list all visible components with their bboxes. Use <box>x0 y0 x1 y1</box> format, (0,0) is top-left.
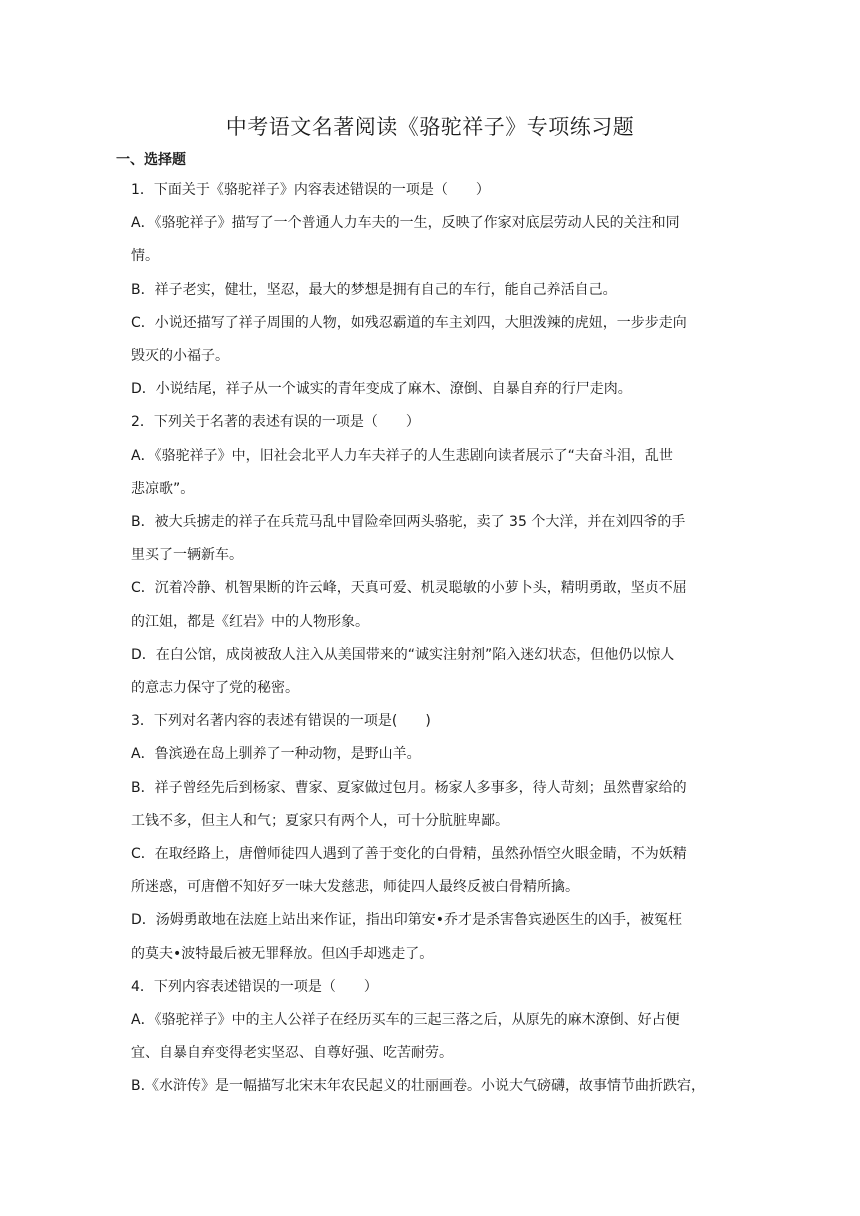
question-stem: 2．下列关于名著的表述有误的一项是（ ） <box>131 414 420 431</box>
option-line: C．小说还描写了祥子周围的人物，如残忍霸道的车主刘四，大胆泼辣的虎妞，一步步走向 <box>131 314 687 331</box>
option-line: D．汤姆勇敢地在法庭上站出来作证，指出印第安•乔才是杀害鲁宾逊医生的凶手，被冤枉 <box>131 912 683 929</box>
option-line: C．在取经路上，唐僧师徒四人遇到了善于变化的白骨精，虽然孙悟空火眼金睛，不为妖精 <box>131 846 687 862</box>
option-continuation: 悲凉歌”。 <box>131 480 195 497</box>
option-continuation: 工钱不多，但主人和气；夏家只有两个人，可十分肮脏卑鄙。 <box>131 812 509 829</box>
question-stem: 4．下列内容表述错误的一项是（ ） <box>131 978 378 995</box>
option-line: A．《骆驼祥子》中，旧社会北平人力车夫祥子的人生悲剧向读者展示了“夫奋斗泪，乱世 <box>131 447 673 464</box>
option-continuation: 的意志力保守了党的秘密。 <box>131 680 299 696</box>
option-continuation: 的江姐，都是《红岩》中的人物形象。 <box>131 613 369 630</box>
option-line: B.《水浒传》是一幅描写北宋末年农民起义的壮丽画卷。小说大气磅礴，故事情节曲折跌宕， <box>131 1078 706 1095</box>
option-continuation: 宜、自暴自弃变得老实坚忍、自尊好强、吃苦耐劳。 <box>131 1045 453 1062</box>
option-line: A．《骆驼祥子》描写了一个普通人力车夫的一生，反映了作家对底层劳动人民的关注和同 <box>131 215 680 232</box>
option-line: B．祥子曾经先后到杨家、曹家、夏家做过包月。杨家人多事多，待人苛刻；虽然曹家给的 <box>131 779 687 796</box>
option-line: C．沉着冷静、机智果断的许云峰，天真可爱、机灵聪敏的小萝卜头，精明勇敢，坚贞不屈 <box>131 580 687 597</box>
page-title: 中考语文名著阅读《骆驼祥子》专项练习题 <box>225 115 635 139</box>
option-line: D．在白公馆，成岗被敌人注入从美国带来的“诚实注射剂”陷入迷幻状态，但他仍以惊人 <box>131 646 675 663</box>
section-heading: 一、选择题 <box>116 152 186 168</box>
option-line: A．鲁滨逊在岛上驯养了一种动物，是野山羊。 <box>131 746 421 763</box>
question-stem: 1．下面关于《骆驼祥子》内容表述错误的一项是（ ） <box>131 182 490 198</box>
option-continuation: 情。 <box>131 248 159 265</box>
option-continuation: 里买了一辆新车。 <box>131 547 243 564</box>
option-line: A．《骆驼祥子》中的主人公祥子在经历买车的三起三落之后，从原先的麻木潦倒、好占便 <box>131 1012 680 1028</box>
option-continuation: 所迷惑，可唐僧不知好歹一味大发慈悲，师徒四人最终反被白骨精所擒。 <box>131 879 579 896</box>
option-continuation: 毁灭的小福子。 <box>131 348 229 364</box>
option-line: D．小说结尾，祥子从一个诚实的青年变成了麻木、潦倒、自暴自弃的行尸走肉。 <box>131 381 632 398</box>
option-line: B．被大兵掳走的祥子在兵荒马乱中冒险牵回两头骆驼，卖了 35 个大洋，并在刘四爷的手 <box>131 514 686 530</box>
option-continuation: 的莫夫•波特最后被无罪释放。但凶手却逃走了。 <box>131 945 434 962</box>
option-line: B．祥子老实，健壮，坚忍，最大的梦想是拥有自己的车行，能自己养活自己。 <box>131 281 617 298</box>
question-stem: 3．下列对名著内容的表述有错误的一项是( ) <box>131 713 431 730</box>
